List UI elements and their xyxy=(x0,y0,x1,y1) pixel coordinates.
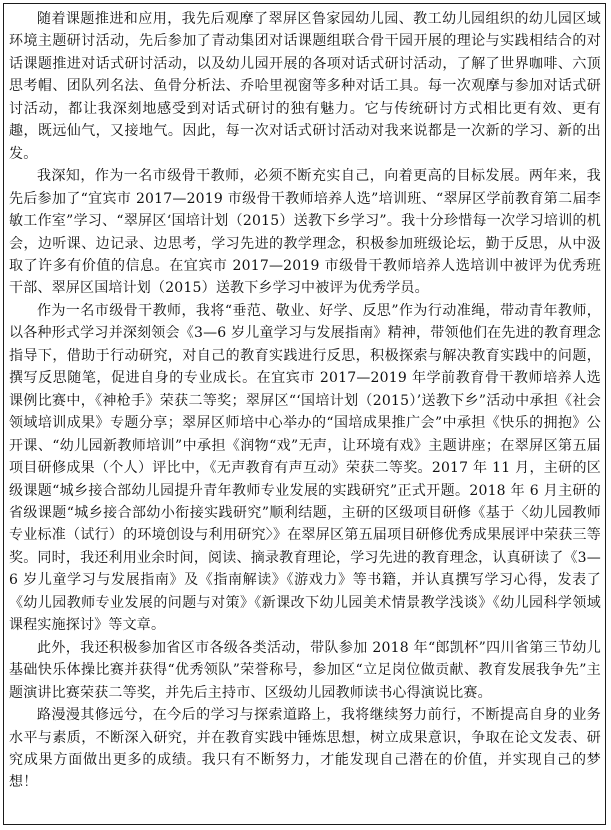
paragraph-observation: 随着课题推进和应用，我先后观摩了翠屏区鲁家园幼儿园、教工幼儿园组织的幼儿园区域环境主题研讨活动，先后参加了青动集团对话课题组联合骨干园开展的理论与实践相结合的对话课题推进对话式研讨活动，以及幼儿园开展的各项对话式研讨活动，了解了世界咖啡、六顶思考帽、团队列名法、鱼骨分析法、乔哈里视窗等多种对话工具。每一次观摩与参加对话式研讨活动，都让我深刻地感受到对话式研讨的独有魅力。它与传统研讨方式相比更有效、更有趣，既远仙气，又接地气。因此，每一次对话式研讨活动对我来说都是一次新的学习、新的出发。 xyxy=(9,11,601,162)
text-box xyxy=(3,3,606,825)
paragraph-activities: 此外，我还积极参加省区市各级各类活动，带队参加 2018 年“郎凯杯”四川省第三节幼儿基础快乐体操比赛并获得“优秀领队”荣誉称号，参加区“立足岗位做贡献、教育发展我争先”主题演讲比赛荣获二等奖，并先后主持市、区级幼儿园教师读书心得演说比赛。 xyxy=(9,639,601,701)
paragraph-conclusion: 路漫漫其修远兮，在今后的学习与探索道路上，我将继续努力前行，不断提高自身的业务水平与素质，不断深入研究，并在教育实践中锤炼思想，树立成果意识，争取在论文发表、研究成果方面做出更多的成绩。我只有不断努力，才能发现自己潜在的价值，并实现自己的梦想！ xyxy=(9,707,601,791)
paragraph-training: 我深知，作为一名市级骨干教师，必须不断充实自己，向着更高的目标发展。两年来，我先后参加了“宜宾市 2017—2019 市级骨干教师培养人选”培训班、“翠屏区学前教育第二届李敏工作室”学习、“翠屏区‘国培计划（2015）送教下乡学习”。我十分珍惜每一次学习培训的机会，边听课、边记录、边思考，学习先进的教学理念，积极参加班级论坛，勤于反思，从中汲取了许多有价值的信息。在宜宾市 2017—2019 市级骨干教师培养人选培训中被评为优秀班干部、翠屏区国培计划（2015）送教下乡学习中被评为优秀学员。 xyxy=(9,168,601,297)
paragraph-mentoring: 作为一名市级骨干教师，我将“垂范、敬业、好学、反思”作为行动准绳，带动青年教师，以各种形式学习并深刻领会《3—6 岁儿童学习与发展指南》精神，带领他们在先进的教育理念指导下，借助于行动研究，对自己的教育实践进行反思，积极探索与解决教育实践中的问题，撰写反思随笔，促进自身的专业成长。在宜宾市 2017—2019 年学前教育骨干教师培养人选课例比赛中，《神枪手》荣获二等奖；翠屏区“‘国培计划（2015）’送教下乡”活动中承担《社会领域培训成果》专题分享；翠屏区师培中心举办的“国培成果推广会”中承担《快乐的拥抱》公开课、“幼儿园新教师培训”中承担《润物“戏”无声，让环境有戏》主题讲座；在翠屏区第五届项目研修成果（个人）评比中，《无声教育有声互动》荣获二等奖。2017 年 11 月，主研的区级课题“城乡接合部幼儿园提升青年教师专业发展的实践研究”正式开题。2018 年 6 月主研的省级课题“城乡接合部幼小衔接实践研究”顺利结题，主研的区级项目研修《基于〈幼儿园教师专业标准（试行）的环境创设与利用研究〉》在翠屏区第五届项目研修优秀成果展评中荣获三等奖。同时，我还利用业余时间，阅读、摘录教育理论，学习先进的教育理念，认真研读了《3—6 岁儿童学习与发展指南》及《指南解读》《游戏力》等书籍，并认真撰写学习心得，发表了《幼儿园教师专业发展的问题与对策》《新课改下幼儿园美术情景教学浅谈》《幼儿园科学领域课程实施探讨》等文章。 xyxy=(9,302,601,634)
